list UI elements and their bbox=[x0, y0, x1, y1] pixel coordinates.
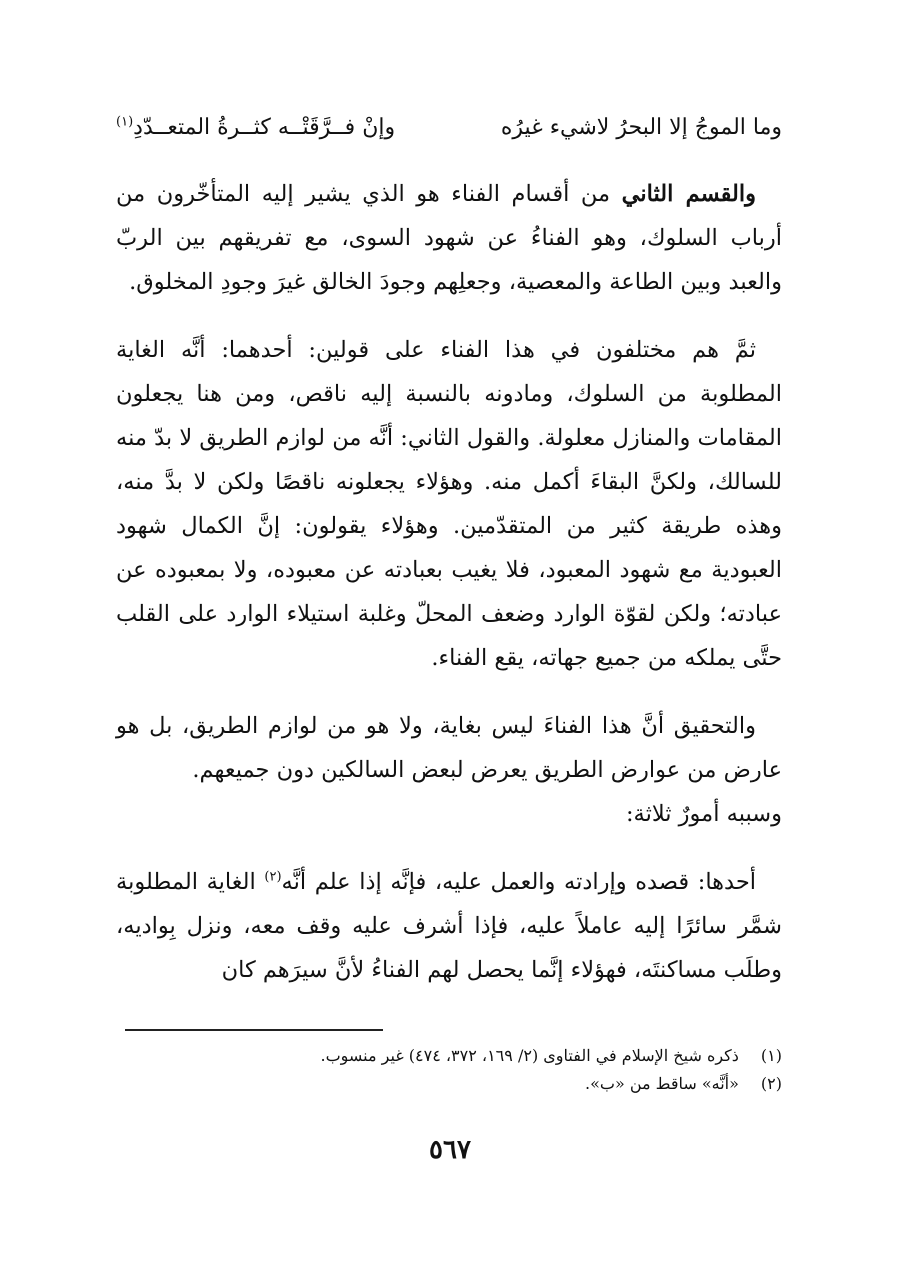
paragraph-first-reason-start: أحدها: قصده وإرادته والعمل عليه، فإنَّه إذا علم أنَّه bbox=[281, 869, 757, 895]
footnote-divider bbox=[125, 1029, 383, 1031]
paragraph-verification-text: والتحقيق أنَّ هذا الفناءَ ليس بغاية، ولا هو من لوازم الطريق، بل هو عارض من عوارض الطريق يعرض لبعض السالكين دون جميعهم. bbox=[116, 713, 782, 783]
footnotes bbox=[116, 1042, 782, 1098]
footnote-1 bbox=[116, 1042, 782, 1070]
footnote-ref-2: (٢) bbox=[264, 869, 282, 885]
page-number: ٥٦٧ bbox=[429, 1135, 471, 1165]
verse-second-hemistich-text: وإنْ فــرَّقَتْــه كثــرةُ المتعــدّدِ bbox=[133, 115, 396, 140]
paragraph-verification bbox=[116, 704, 782, 836]
footnote-text: «أنَّه» ساقط من «ب». bbox=[585, 1074, 739, 1093]
footnote-number: (١) bbox=[760, 1046, 782, 1065]
paragraph-second-section-text: من أقسام الفناء هو الذي يشير إليه المتأخّرون من أرباب السلوك، وهو الفناءُ عن شهود السوى، مع تفريقهم بين الربّ والعبد وبين الطاعة والمعصية، وجعلِهم وجودَ الخالق غيرَ وجودِ المخلوق. bbox=[116, 181, 782, 295]
footnote-2 bbox=[116, 1070, 782, 1098]
poem-verse bbox=[116, 108, 782, 148]
verse-second-hemistich bbox=[116, 108, 395, 148]
paragraph-first-reason-rest: الغاية المطلوبة شمَّر سائرًا إليه عاملاً عليه، فإذا أشرف عليه وقف معه، ونزل بِواديه، وطلَب مساكنتَه، فهؤلاء إنَّما يحصل لهم الفناءُ لأنَّ سيرَهم كان bbox=[116, 869, 782, 983]
footnote-text: ذكره شيخ الإسلام في الفتاوى (٢/ ١٦٩، ٣٧٢، ٤٧٤) غير منسوب. bbox=[320, 1046, 739, 1065]
footnote-number: (٢) bbox=[760, 1074, 782, 1093]
paragraph-first-reason bbox=[116, 860, 782, 992]
verse-first-hemistich: وما الموجُ إلا البحرُ لاشيء غيرُه bbox=[500, 115, 782, 140]
paragraph-second-section bbox=[116, 172, 782, 304]
footnote-ref-1: (١) bbox=[116, 114, 134, 130]
paragraph-two-opinions: ثمَّ هم مختلفون في هذا الفناء على قولين: أحدهما: أنَّه الغاية المطلوبة من السلوك، ومادونه بالنسبة إليه ناقص، ومن هنا يجعلون المقامات والمنازل معلولة. والقول الثاني: أنَّه من لوازم الطريق لا بدّ منه للسالك، ولكنَّ البقاءَ أكمل منه. وهؤلاء يجعلونه ناقصًا ولكن لا بدَّ منه، وهذه طريقة كثير من المتقدّمين. وهؤلاء يقولون: إنَّ الكمال شهود العبودية مع شهود المعبود، فلا يغيب بعبادته عن معبوده، ولا بمعبوده عن عبادته؛ ولكن لقوّة الوارد وضعف المحلّ وغلبة استيلاء الوارد على القلب حتَّى يملكه من جميع جهاته، يقع الفناء. bbox=[116, 337, 782, 671]
paragraph-verification-tail: وسببه أمورٌ ثلاثة: bbox=[625, 801, 782, 827]
paragraph-lead-bold: والقسم الثاني bbox=[621, 181, 756, 207]
page-body bbox=[116, 108, 782, 1016]
